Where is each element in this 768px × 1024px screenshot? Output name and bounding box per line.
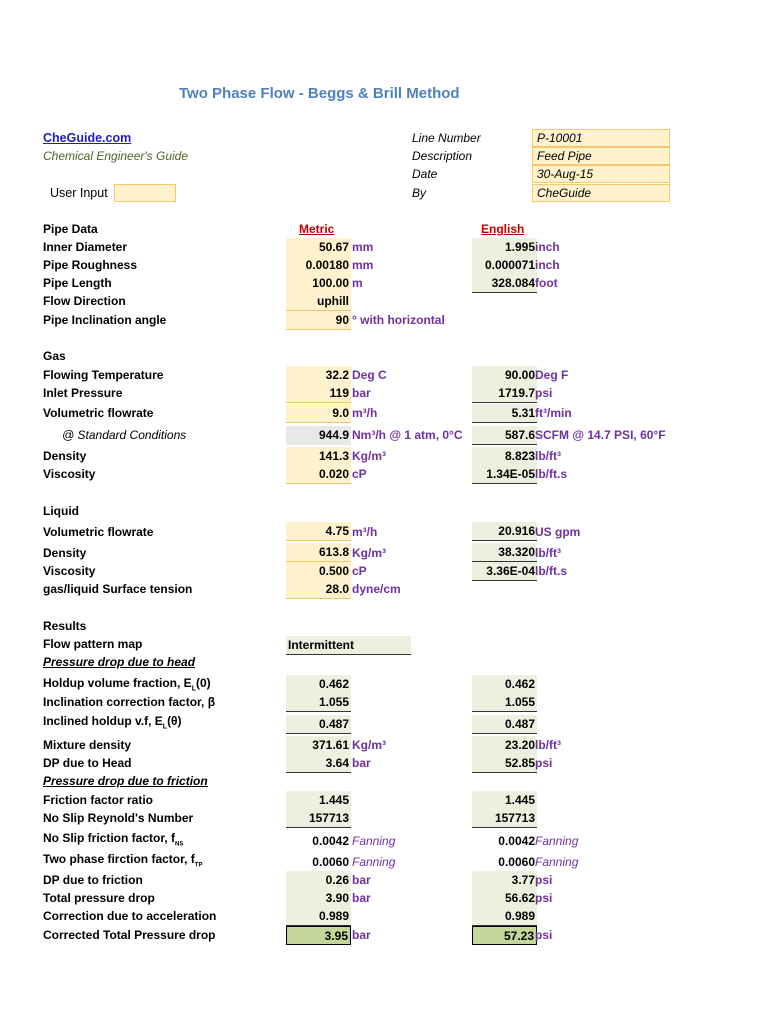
gas-temperature-input[interactable]: 32.2 [286, 366, 351, 385]
holdup-fraction-english: 0.462 [472, 675, 537, 694]
gas-flowrate-english: 5.31 [472, 404, 537, 423]
inner-diameter-input[interactable]: 50.67 [286, 238, 351, 257]
site-link[interactable]: CheGuide.com [43, 131, 132, 145]
reynolds-english: 157713 [472, 809, 537, 828]
liquid-density-label: Density [43, 546, 87, 560]
description-label: Description [412, 149, 473, 163]
twophase-friction-metric: 0.0060 [286, 853, 351, 872]
total-dp-unit-metric: bar [352, 891, 371, 905]
english-column-header: English [481, 222, 525, 236]
acceleration-correction-english: 0.989 [472, 907, 537, 926]
pipe-roughness-unit-metric: mm [352, 258, 374, 272]
pipe-length-english: 328.084 [472, 274, 537, 293]
liquid-viscosity-unit-metric: cP [352, 564, 367, 578]
dp-head-unit-metric: bar [352, 756, 371, 770]
inlet-pressure-unit-metric: bar [352, 386, 371, 400]
surface-tension-input[interactable]: 28.0 [286, 580, 351, 599]
pipe-length-unit-metric: m [352, 276, 363, 290]
page-title: Two Phase Flow - Beggs & Brill Method [179, 85, 460, 102]
mixture-density-unit-english: lb/ft³ [535, 738, 561, 752]
standard-conditions-label: @ Standard Conditions [62, 428, 187, 442]
standard-flow-metric: 944.9 [286, 426, 351, 445]
total-dp-unit-english: psi [535, 891, 553, 905]
dp-friction-unit-english: psi [535, 873, 553, 887]
gas-flowrate-input[interactable]: 9.0 [286, 404, 351, 423]
corrected-total-english: 57.23 [472, 926, 537, 945]
gas-viscosity-input[interactable]: 0.020 [286, 465, 351, 484]
liquid-density-input[interactable]: 613.8 [286, 543, 351, 562]
acceleration-correction-metric: 0.989 [286, 907, 351, 926]
liquid-flowrate-label: Volumetric flowrate [43, 525, 154, 539]
acceleration-correction-label: Correction due to acceleration [43, 909, 217, 923]
gas-viscosity-english: 1.34E-05 [472, 465, 537, 484]
gas-density-label: Density [43, 449, 87, 463]
line-number-field[interactable]: P-10001 [532, 129, 670, 147]
gas-density-english: 8.823 [472, 447, 537, 466]
by-label: By [412, 186, 427, 200]
friction-subheading: Pressure drop due to friction [43, 774, 208, 788]
user-input-label: User Input [50, 186, 108, 200]
noslip-friction-metric: 0.0042 [286, 832, 351, 851]
mixture-density-unit-metric: Kg/m³ [352, 738, 386, 752]
site-tagline: Chemical Engineer's Guide [43, 149, 189, 163]
liquid-viscosity-unit-english: lb/ft.s [535, 564, 567, 578]
pipe-roughness-label: Pipe Roughness [43, 258, 138, 272]
twophase-friction-english: 0.0060 [472, 853, 537, 872]
mixture-density-label: Mixture density [43, 738, 132, 752]
inclination-angle-label: Pipe Inclination angle [43, 313, 167, 327]
liquid-flowrate-english: 20.916 [472, 522, 537, 541]
gas-temperature-english: 90.00 [472, 366, 537, 385]
gas-flowrate-label: Volumetric flowrate [43, 406, 154, 420]
gas-temperature-label: Flowing Temperature [43, 368, 164, 382]
inner-diameter-label: Inner Diameter [43, 240, 128, 254]
standard-flow-unit-metric: Nm³/h @ 1 atm, 0°C [352, 428, 463, 442]
dp-friction-unit-metric: bar [352, 873, 371, 887]
results-heading: Results [43, 619, 87, 633]
date-label: Date [412, 167, 438, 181]
standard-flow-english: 587.6 [472, 426, 537, 445]
corrected-total-unit-metric: bar [352, 928, 371, 942]
inlet-pressure-unit-english: psi [535, 386, 553, 400]
gas-viscosity-unit-english: lb/ft.s [535, 467, 567, 481]
liquid-density-unit-english: lb/ft³ [535, 546, 561, 560]
total-dp-english: 56.62 [472, 889, 537, 908]
gas-density-input[interactable]: 141.3 [286, 447, 351, 466]
dp-friction-english: 3.77 [472, 871, 537, 890]
noslip-friction-english: 0.0042 [472, 832, 537, 851]
mixture-density-english: 23.20 [472, 736, 537, 755]
pipe-data-heading: Pipe Data [43, 222, 98, 236]
pipe-roughness-english: 0.000071 [472, 256, 537, 275]
inclined-holdup-label: Inclined holdup v.f, $E_L(\theta)$ [43, 714, 182, 731]
flow-direction-input[interactable]: uphill [286, 292, 351, 311]
inclination-angle-unit: ° with horizontal [352, 313, 445, 327]
friction-ratio-label: Friction factor ratio [43, 793, 154, 807]
user-input-legend-swatch [114, 184, 176, 202]
gas-temperature-unit-english: Deg F [535, 368, 569, 382]
pipe-length-unit-english: foot [535, 276, 558, 290]
standard-flow-unit-english: SCFM @ 14.7 PSI, 60°F [535, 428, 666, 442]
liquid-viscosity-english: 3.36E-04 [472, 562, 537, 581]
total-dp-label: Total pressure drop [43, 891, 155, 905]
pipe-length-label: Pipe Length [43, 276, 112, 290]
noslip-friction-unit-metric: Fanning [352, 834, 396, 848]
noslip-friction-unit-english: Fanning [535, 834, 579, 848]
metric-column-header: Metric [299, 222, 335, 236]
liquid-density-unit-metric: Kg/m³ [352, 546, 386, 560]
corrected-total-metric: 3.95 [286, 926, 351, 945]
corrected-total-unit-english: psi [535, 928, 553, 942]
reynolds-metric: 157713 [286, 809, 351, 828]
twophase-friction-unit-metric: Fanning [352, 855, 396, 869]
dp-head-metric: 3.64 [286, 754, 351, 773]
date-field[interactable]: 30-Aug-15 [532, 165, 670, 183]
corrected-total-label: Corrected Total Pressure drop [43, 928, 216, 942]
dp-head-label: DP due to Head [43, 756, 132, 770]
liquid-heading: Liquid [43, 504, 79, 518]
liquid-viscosity-input[interactable]: 0.500 [286, 562, 351, 581]
twophase-friction-unit-english: Fanning [535, 855, 579, 869]
liquid-density-english: 38.320 [472, 543, 537, 562]
liquid-flowrate-unit-metric: m³/h [352, 525, 378, 539]
gas-density-unit-english: lb/ft³ [535, 449, 561, 463]
dp-head-unit-english: psi [535, 756, 553, 770]
inclination-factor-metric: 1.055 [286, 693, 351, 712]
gas-viscosity-unit-metric: cP [352, 467, 367, 481]
twophase-friction-label: Two phase firction factor, $f_{TP}$ [43, 852, 203, 869]
inclined-holdup-english: 0.487 [472, 715, 537, 734]
gas-heading: Gas [43, 349, 66, 363]
inclination-angle-input[interactable]: 90 [286, 311, 351, 330]
total-dp-metric: 3.90 [286, 889, 351, 908]
inner-diameter-unit-english: inch [535, 240, 560, 254]
inlet-pressure-label: Inlet Pressure [43, 386, 123, 400]
dp-friction-metric: 0.26 [286, 871, 351, 890]
holdup-fraction-metric: 0.462 [286, 675, 351, 694]
friction-ratio-english: 1.445 [472, 791, 537, 810]
by-field[interactable]: CheGuide [532, 184, 670, 202]
liquid-viscosity-label: Viscosity [43, 564, 96, 578]
gas-flowrate-unit-english: ft³/min [535, 406, 572, 420]
dp-friction-label: DP due to friction [43, 873, 143, 887]
gas-viscosity-label: Viscosity [43, 467, 96, 481]
pipe-roughness-unit-english: inch [535, 258, 560, 272]
description-field[interactable]: Feed Pipe [532, 147, 670, 165]
dp-head-english: 52.85 [472, 754, 537, 773]
inner-diameter-english: 1.995 [472, 238, 537, 257]
holdup-fraction-label: Holdup volume fraction, $E_L(0)$ [43, 676, 211, 693]
inclination-factor-label: Inclination correction factor, β [43, 695, 216, 709]
liquid-flowrate-unit-english: US gpm [535, 525, 581, 539]
line-number-label: Line Number [412, 131, 481, 145]
pipe-length-input[interactable]: 100.00 [286, 274, 351, 293]
gas-flowrate-unit-metric: m³/h [352, 406, 378, 420]
flow-pattern-value: Intermittent [286, 636, 411, 655]
noslip-friction-label: No Slip friction factor, $f_{NS}$ [43, 831, 184, 848]
head-subheading: Pressure drop due to head [43, 655, 196, 669]
flow-direction-label: Flow Direction [43, 294, 126, 308]
inlet-pressure-input[interactable]: 119 [286, 384, 351, 403]
surface-tension-label: gas/liquid Surface tension [43, 582, 193, 596]
inclination-factor-english: 1.055 [472, 693, 537, 712]
liquid-flowrate-input[interactable]: 4.75 [286, 522, 351, 541]
friction-ratio-metric: 1.445 [286, 791, 351, 810]
surface-tension-unit: dyne/cm [352, 582, 401, 596]
gas-temperature-unit-metric: Deg C [352, 368, 387, 382]
inclined-holdup-metric: 0.487 [286, 715, 351, 734]
pipe-roughness-input[interactable]: 0.00180 [286, 256, 351, 275]
flow-pattern-label: Flow pattern map [43, 637, 143, 651]
reynolds-label: No Slip Reynold's Number [43, 811, 194, 825]
mixture-density-metric: 371.61 [286, 736, 351, 755]
inlet-pressure-english: 1719.7 [472, 384, 537, 403]
gas-density-unit-metric: Kg/m³ [352, 449, 386, 463]
inner-diameter-unit-metric: mm [352, 240, 374, 254]
